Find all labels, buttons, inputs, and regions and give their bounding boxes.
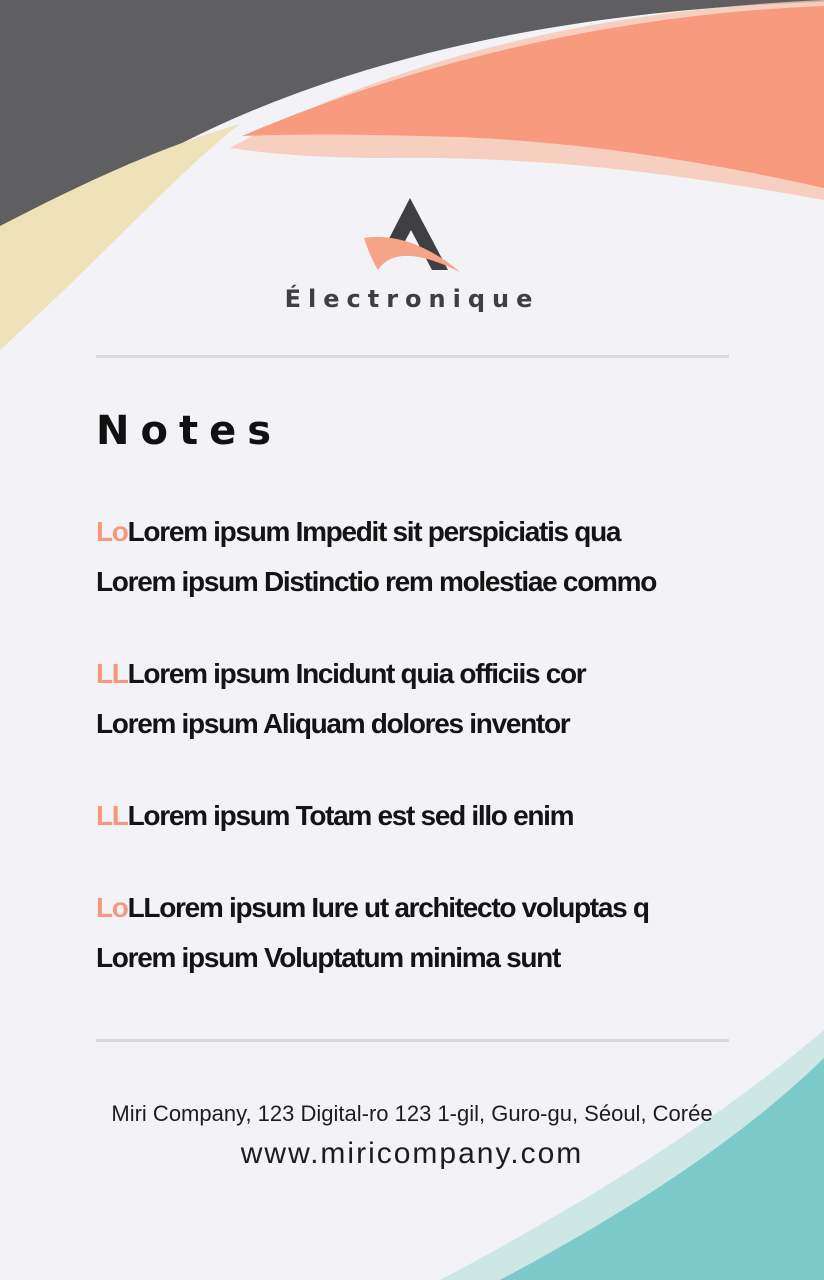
note-text: Lorem ipsum Totam est sed illo enim xyxy=(127,800,574,831)
note-item xyxy=(96,794,786,844)
note-text: Lorem ipsum Aliquam dolores inventor xyxy=(96,708,570,739)
note-text: Lorem ipsum Incidunt quia officiis cor xyxy=(127,658,586,689)
note-item xyxy=(96,510,786,610)
note-item xyxy=(96,652,786,752)
note-line xyxy=(96,794,786,844)
note-accent: Lo xyxy=(96,892,128,923)
note-line xyxy=(96,886,786,936)
note-text: Lorem ipsum Impedit sit perspiciatis qua xyxy=(127,516,621,547)
note-line xyxy=(96,936,786,986)
bottom-divider xyxy=(96,1039,729,1042)
note-text: Lorem ipsum Voluptatum minima sunt xyxy=(96,942,560,973)
notes-title: Notes xyxy=(96,408,283,454)
company-logo-icon xyxy=(360,196,464,278)
top-divider xyxy=(96,355,729,358)
company-address: Miri Company, 123 Digital-ro 123 1-gil, Guro-gu, Séoul, Corée xyxy=(111,1101,713,1126)
note-line xyxy=(96,702,786,752)
note-accent: Lo xyxy=(96,516,128,547)
note-item xyxy=(96,886,786,986)
notes-list xyxy=(96,510,786,1028)
note-text: LLorem ipsum Iure ut architecto voluptas q xyxy=(127,892,649,923)
website-link[interactable]: www.miricompany.com xyxy=(240,1137,584,1170)
note-line xyxy=(96,560,786,610)
note-line xyxy=(96,510,786,560)
note-accent: LL xyxy=(96,800,128,831)
note-text: Lorem ipsum Distinctio rem molestiae commo xyxy=(96,566,656,597)
note-accent: LL xyxy=(96,658,128,689)
note-line xyxy=(96,652,786,702)
brand-name: Électronique xyxy=(284,285,540,313)
